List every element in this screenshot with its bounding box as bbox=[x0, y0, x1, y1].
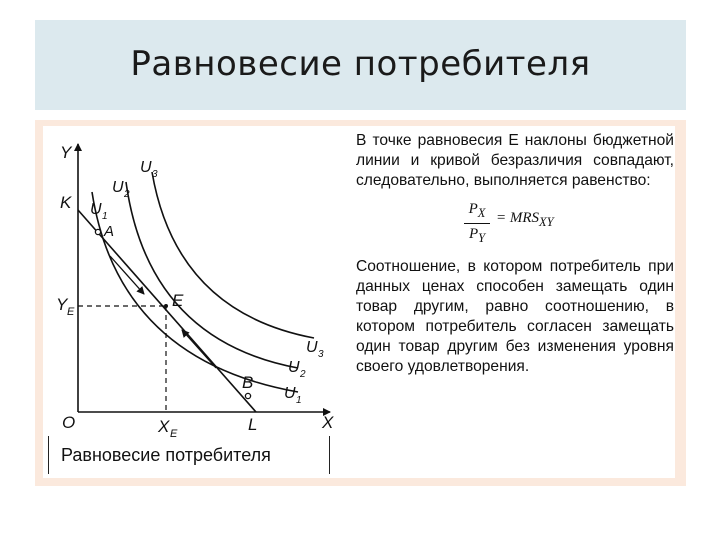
a-label: A bbox=[104, 223, 115, 240]
paragraph-substitution: Соотношение, в котором потребитель при данных ценах способен замещать один товар другим, равно соотношению, в котором потребитель согласен замещать один товар другим без изменения уровня своего удовлетворения. bbox=[356, 258, 674, 375]
formula-numerator: $P_X$ bbox=[464, 201, 490, 224]
l-label: L bbox=[248, 415, 258, 434]
u3-top-label: U bbox=[140, 159, 152, 176]
u1-right-sub: 1 bbox=[296, 395, 302, 406]
e-label: E bbox=[172, 291, 184, 310]
explanation-text bbox=[356, 131, 674, 377]
u3-right-sub: 3 bbox=[318, 349, 324, 360]
y-axis-label: Y bbox=[60, 143, 72, 162]
xe-label: X bbox=[158, 417, 170, 436]
u2-top-label: U bbox=[112, 179, 124, 196]
ye-label: Y bbox=[56, 295, 68, 314]
formula-rhs: = $MRS_{XY}$ bbox=[496, 210, 554, 229]
b-label: B bbox=[242, 373, 254, 392]
x-axis-label: X bbox=[322, 413, 334, 432]
u2-right-sub: 2 bbox=[300, 369, 306, 380]
origin-label: O bbox=[62, 413, 76, 432]
ye-label-sub: E bbox=[67, 306, 75, 318]
indifference-curve-u3 bbox=[152, 172, 314, 338]
title-bar bbox=[35, 20, 686, 110]
graph-caption: Равновесие потребителя bbox=[48, 436, 330, 474]
mrs-formula bbox=[356, 197, 674, 247]
u3-top-sub: 3 bbox=[152, 169, 158, 180]
u3-right-label: U bbox=[306, 339, 318, 356]
arrow-up-budget bbox=[182, 330, 216, 368]
formula-denominator: $P_Y$ bbox=[468, 226, 486, 245]
consumer-equilibrium-graph bbox=[48, 130, 344, 474]
slide-title: Равновесие потребителя bbox=[130, 44, 591, 84]
u2-right-label: U bbox=[288, 359, 300, 376]
u1-top-sub: 1 bbox=[102, 211, 108, 222]
indifference-curve-u1 bbox=[92, 192, 298, 392]
point-b bbox=[245, 393, 250, 398]
xe-label-sub: E bbox=[170, 428, 178, 440]
u2-top-sub: 2 bbox=[124, 189, 130, 200]
indifference-curve-u2 bbox=[126, 182, 298, 368]
paragraph-equilibrium: В точке равновесия Е наклоны бюджетной линии и кривой безразличия совпадают, следовательно, выполняется равенство: bbox=[356, 132, 674, 189]
price-ratio bbox=[464, 201, 490, 246]
k-label: K bbox=[60, 193, 72, 212]
point-e bbox=[164, 304, 168, 308]
point-a bbox=[95, 229, 100, 234]
u1-top-label: U bbox=[90, 201, 102, 218]
budget-line bbox=[78, 210, 256, 412]
u1-right-label: U bbox=[284, 385, 296, 402]
